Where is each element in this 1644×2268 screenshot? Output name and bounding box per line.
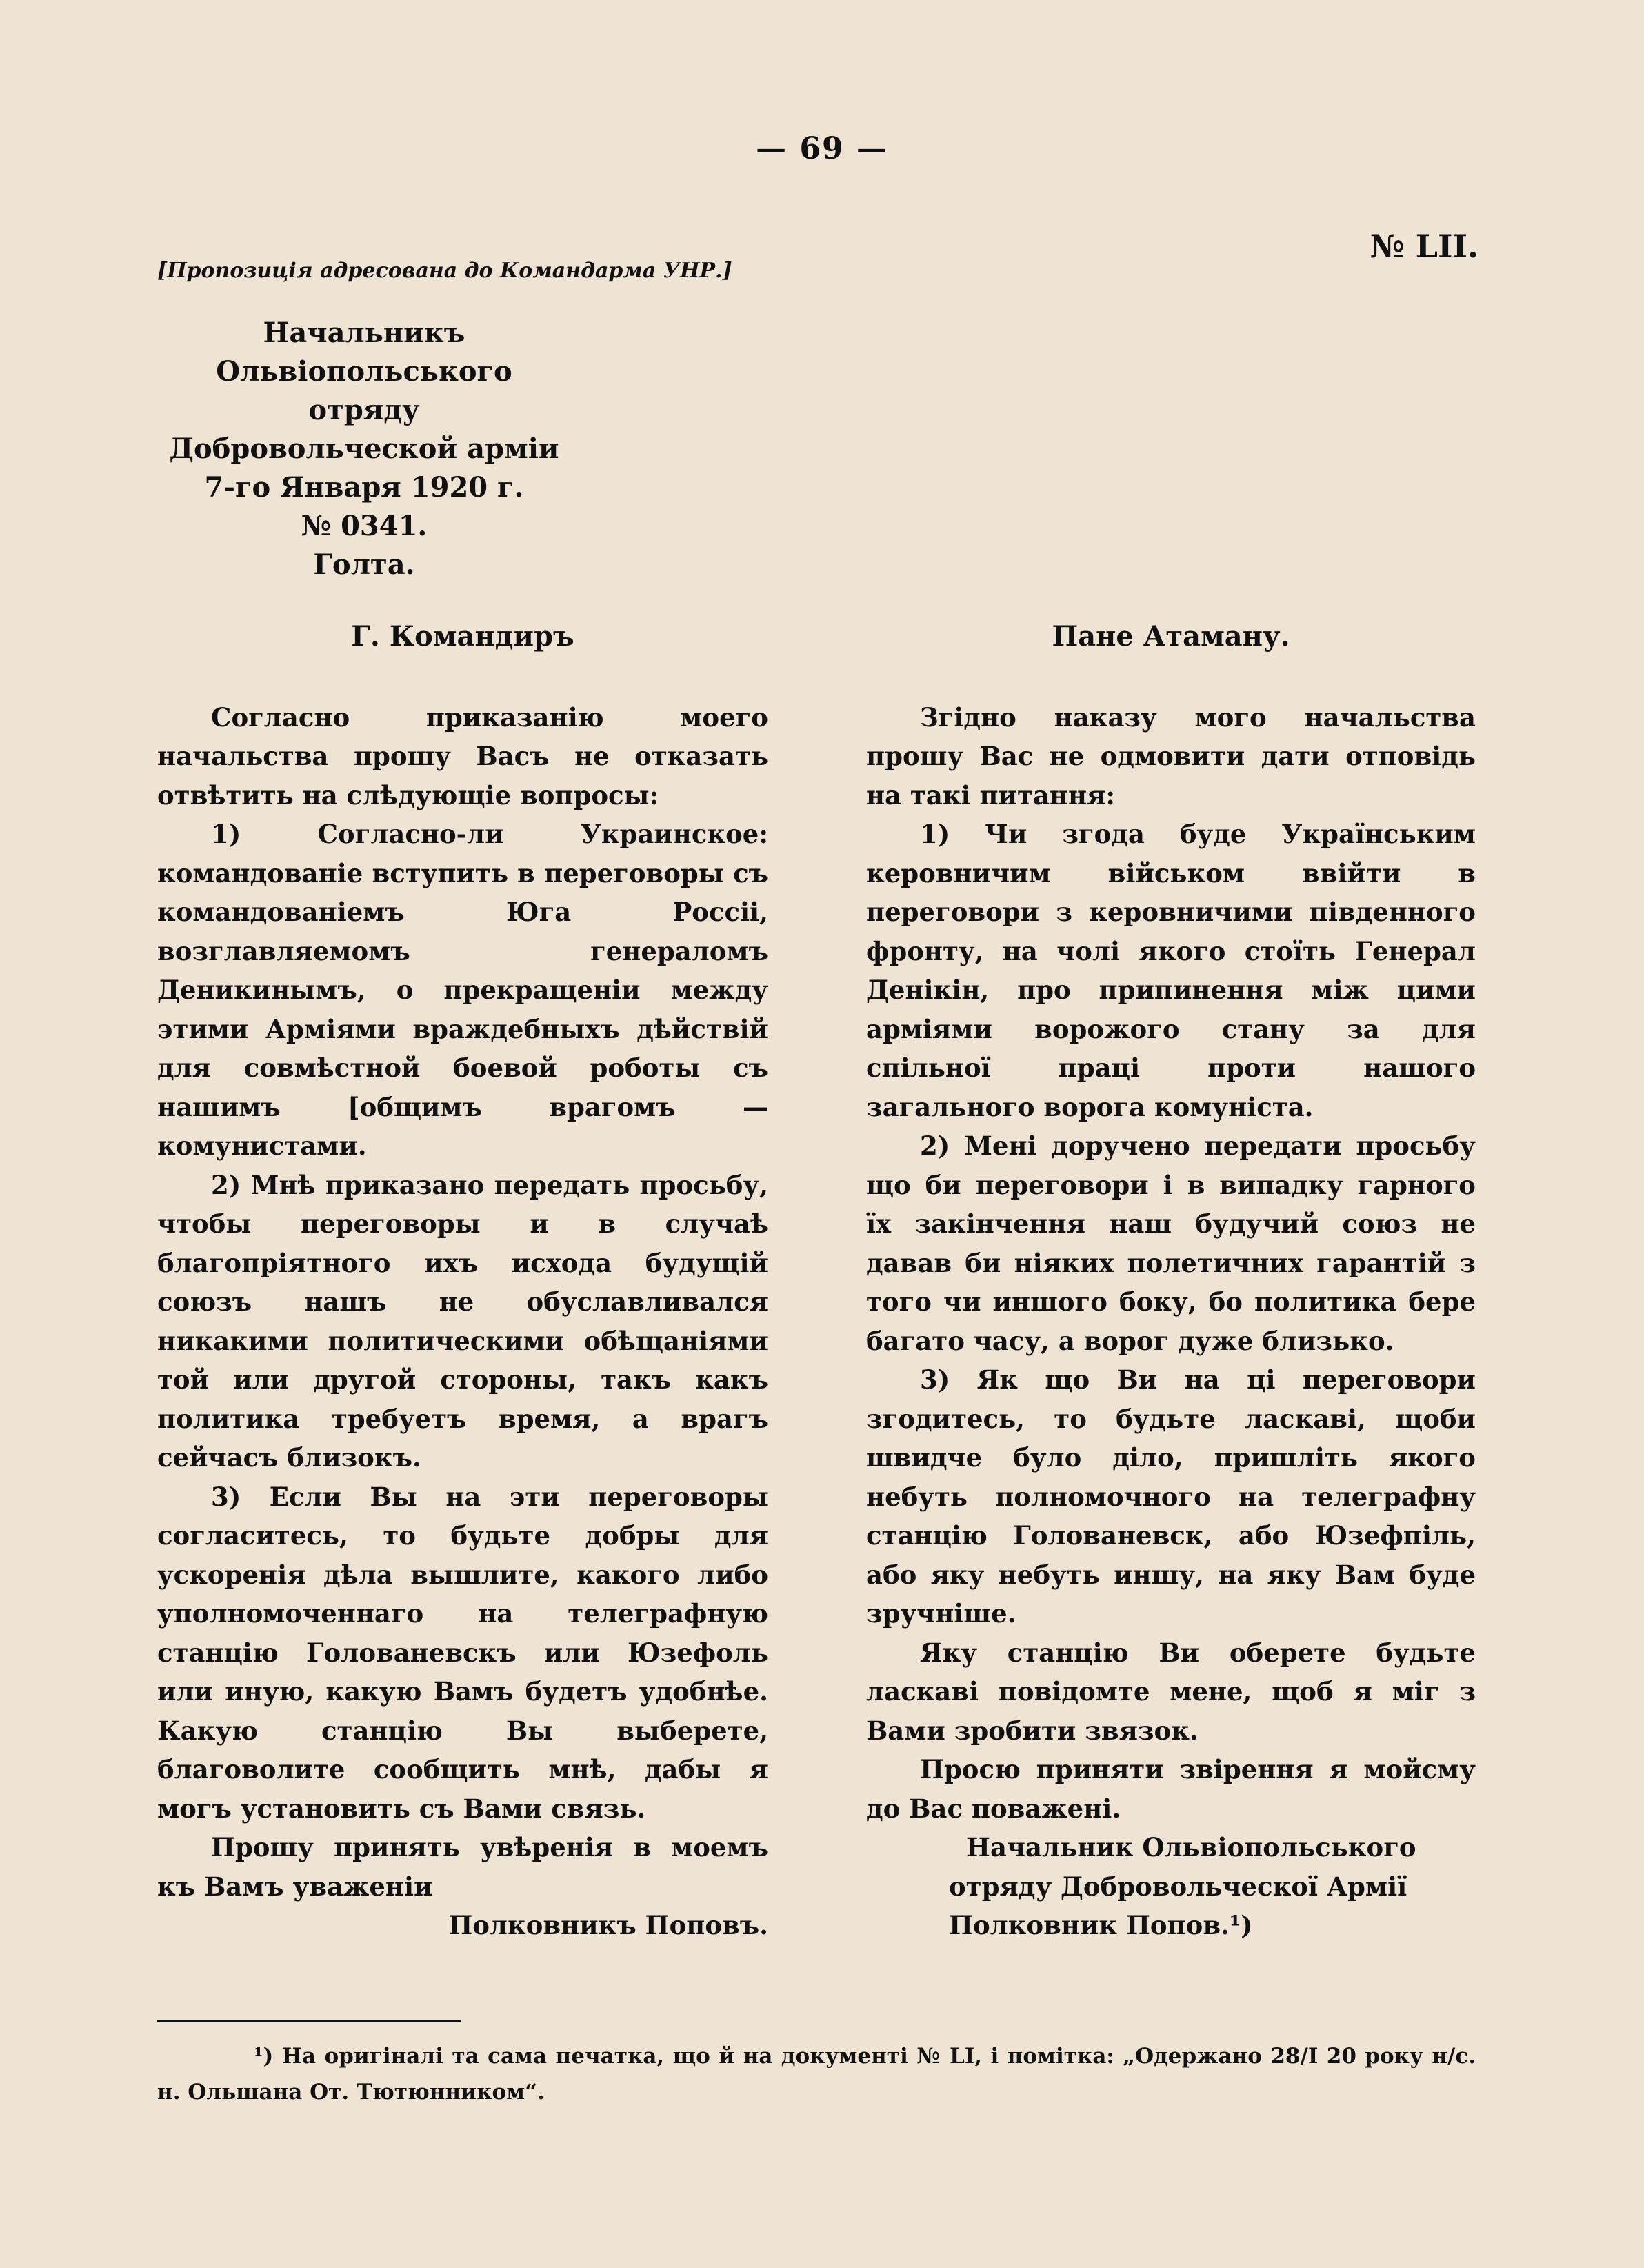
- ukrainian-signature-line: отряду Добровольческої Армії: [949, 1871, 1407, 1902]
- letterhead-date: 7-го Января 1920 г.: [204, 471, 524, 504]
- ukrainian-paragraph: 1) Чи згода буде Українським керовничим військом ввійти в переговори з керовничими південного фронту, на чолі якого стоїть Генерал Денікін, про припинення між цими арміями ворожого стану за для спільної праці проти нашого загального ворога комуніста.: [866, 819, 1476, 1122]
- russian-salutation: Г. Командиръ: [351, 620, 574, 653]
- ukrainian-signature-line: Полковник Попов.¹): [949, 1910, 1253, 1940]
- letterhead: [157, 314, 571, 584]
- letterhead-line: Начальникъ: [263, 317, 465, 349]
- russian-column: [157, 617, 768, 1945]
- letterhead-line: отряду: [308, 394, 420, 426]
- russian-paragraph: 2) Мнѣ приказано передать просьбу, чтобы переговоры и в случаѣ благопріятного ихъ исхода будущій союзъ нашъ не обуславливался никакими политическими обѣщаніями той или другой стороны, такъ какъ политика требуетъ время, а врагъ сейчасъ близокъ.: [157, 1169, 768, 1473]
- letterhead-line: Добровольческой армiи: [169, 432, 559, 465]
- russian-paragraph: 3) Если Вы на эти переговоры согласитесь, то будьте добры для ускоренія дѣла вышлите, какого либо уполномоченнаго на телеграфную станцію Голованевскъ или Юзефоль или иную, какую Вамъ будетъ удобнѣе. Какую станцію Вы выберете, благоволите сообщить мнѣ, дабы я могъ установить съ Вами связь.: [157, 1481, 768, 1824]
- footnote-text: На оригіналі та сама печатка, що й на документі № LI, і помітка: „Одержано 28/I 20 року н/с. н. Ольшана От. Тютюнником“.: [157, 2044, 1476, 2105]
- ukrainian-paragraph: 2) Мені доручено передати просьбу що би переговори і в випадку гарного їх закінчення наш будучий союз не давав би ніяких полетичних гарантій з того чи иншого боку, бо политика бере багато часу, а ворог дуже близько.: [866, 1131, 1476, 1356]
- letterhead-number: № 0341.: [301, 510, 428, 542]
- letterhead-place: Голта.: [313, 548, 415, 581]
- letterhead-line: Ольвіопольського: [216, 355, 512, 388]
- footnote: [157, 2038, 1476, 2110]
- ukrainian-salutation: Пане Атаману.: [1052, 620, 1290, 653]
- russian-paragraph: Прошу принять увѣренія в моемъ къ Вамъ уваженіи: [157, 1832, 768, 1902]
- ukrainian-paragraph: Яку станцію Ви оберете будьте ласкаві повідомте мене, щоб я міг з Вами зробити звязок.: [866, 1637, 1476, 1746]
- ukrainian-signature-line: Начальник Ольвіопольського: [966, 1832, 1416, 1862]
- footnote-divider: [157, 2020, 461, 2022]
- russian-signature: Полковникъ Поповъ.: [448, 1910, 768, 1940]
- document-number: № LII.: [1370, 228, 1478, 265]
- russian-paragraph: Согласно приказанію моего начальства прошу Васъ не отказать отвѣтить на слѣдующіе вопросы:: [157, 702, 768, 810]
- ukrainian-paragraph: Просю приняти звірення я мойсму до Вас поважені.: [866, 1754, 1476, 1824]
- page-number: — 69 —: [756, 131, 888, 166]
- ukrainian-column: [866, 617, 1476, 1945]
- ukrainian-paragraph: 3) Як що Ви на ці переговори згодитесь, то будьте ласкаві, щоби швидче було діло, пришліть якого небуть полномочного на телеграфну станцію Голованевск, або Юзефпіль, або яку небуть иншу, на яку Вам буде зручніше.: [866, 1364, 1476, 1629]
- ukrainian-paragraph: Згідно наказу мого начальства прошу Вас не одмовити дати отповідь на такі питання:: [866, 702, 1476, 810]
- russian-paragraph: 1) Согласно-ли Украинское: командованіе вступить в переговоры съ командованіемъ Юга Россіі, возглавляемомъ генераломъ Деникинымъ, о прекращеніи между этими Арміями враждебныхъ дѣйствій для совмѣстной боевой роботы съ нашимъ [общимъ врагомъ — комунистами.: [157, 819, 768, 1161]
- footnote-marker: ¹): [254, 2044, 274, 2069]
- editor-note: [Пропозиція адресована до Командарма УНР.]: [157, 259, 732, 283]
